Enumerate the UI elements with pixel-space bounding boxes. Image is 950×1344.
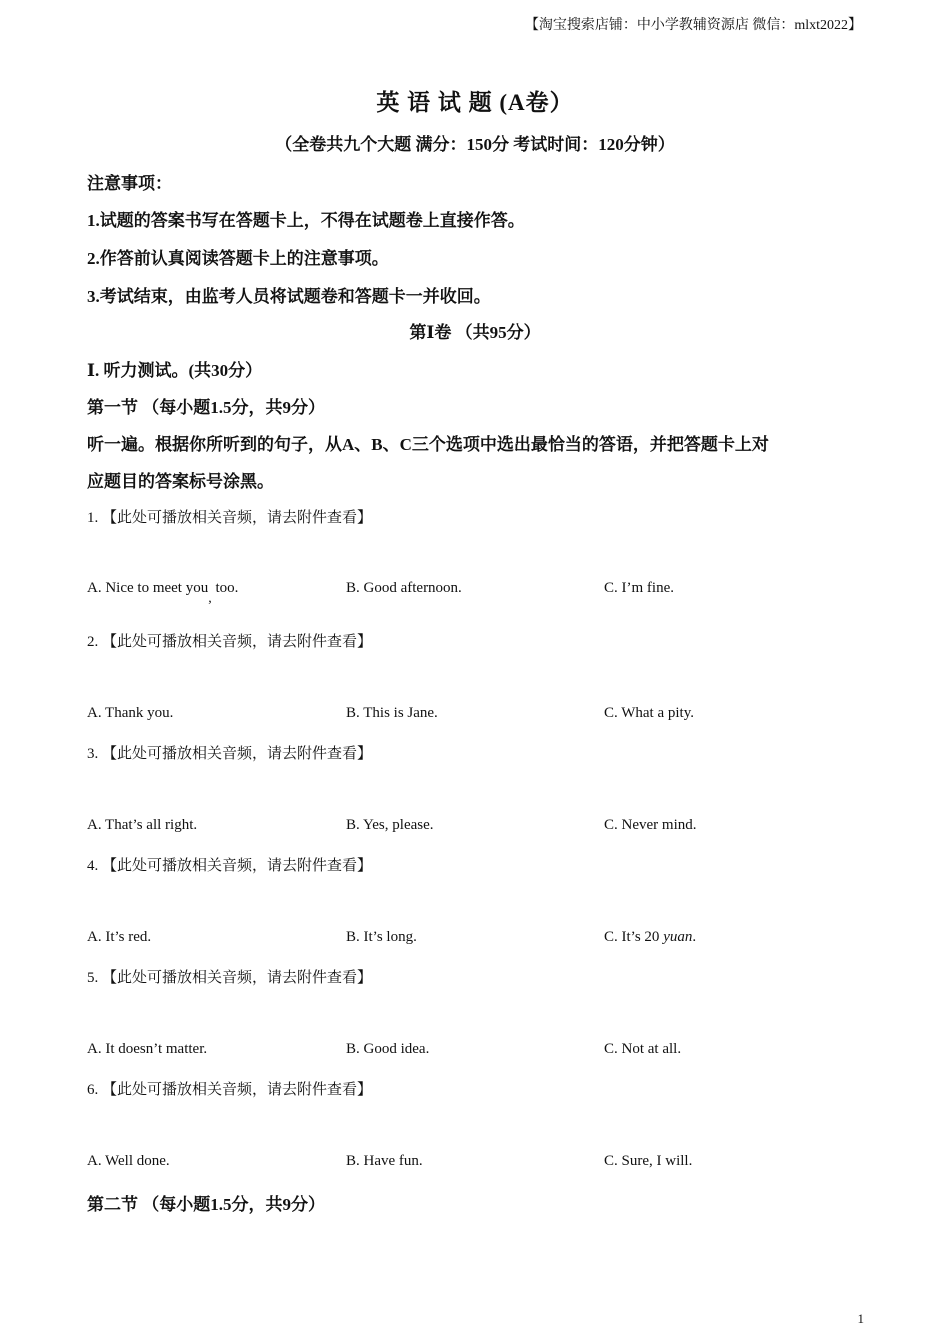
option-text-end: . bbox=[692, 929, 697, 945]
option-text-italic: yuan bbox=[663, 929, 693, 945]
option-text-tail: too. bbox=[211, 580, 239, 596]
question-3-option-c: C. Never mind. bbox=[604, 817, 697, 833]
audio-note[interactable]: 【此处可播放相关音频，请去附件查看】 bbox=[102, 970, 373, 986]
question-6-option-c: C. Sure, I will. bbox=[604, 1153, 693, 1169]
option-text: C. It’s 20 bbox=[604, 929, 664, 945]
question-3-option-a: A. That’s all right. bbox=[87, 817, 198, 833]
question-3-option-b: B. Yes, please. bbox=[346, 817, 434, 833]
note-item: 2.作答前认真阅读答题卡上的注意事项。 bbox=[87, 249, 389, 268]
audio-note[interactable]: 【此处可播放相关音频，请去附件查看】 bbox=[102, 746, 373, 762]
notes-heading: 注意事项： bbox=[87, 174, 172, 193]
subsection-title: 第二节 （每小题1.5分，共9分） bbox=[87, 1195, 325, 1214]
question-number: 3. bbox=[87, 746, 99, 762]
audio-note[interactable]: 【此处可播放相关音频，请去附件查看】 bbox=[102, 858, 373, 874]
section-title: Ⅰ. 听力测试。(共30分） bbox=[87, 361, 263, 380]
note-item: 3.考试结束，由监考人员将试题卷和答题卡一并收回。 bbox=[87, 287, 491, 306]
question-2-option-c: C. What a pity. bbox=[604, 705, 694, 721]
question-5-option-a: A. It doesn’t matter. bbox=[87, 1041, 208, 1057]
instructions-line: 听一遍。根据你所听到的句子，从A、B、C三个选项中选出最恰当的答语，并把答题卡上对 bbox=[87, 435, 769, 454]
question-6-option-b: B. Have fun. bbox=[346, 1153, 423, 1169]
subsection-title: 第一节 （每小题1.5分，共9分） bbox=[87, 398, 325, 417]
part-title: 第Ⅰ卷 （共95分） bbox=[409, 323, 541, 342]
question-5-option-c: C. Not at all. bbox=[604, 1041, 682, 1057]
question-number: 1. bbox=[87, 510, 99, 526]
exam-title: 英 语 试 题 (A卷） bbox=[376, 90, 574, 115]
question-1-header bbox=[87, 506, 372, 527]
question-6-header bbox=[87, 1078, 372, 1099]
question-1-option-b: B. Good afternoon. bbox=[346, 580, 462, 596]
question-4-option-a: A. It’s red. bbox=[87, 929, 152, 945]
question-number: 5. bbox=[87, 970, 99, 986]
question-number: 6. bbox=[87, 1082, 99, 1098]
header-note: 【淘宝搜索店铺：中小学教辅资源店 微信：mlxt2022】 bbox=[524, 18, 862, 33]
page-number: 1 bbox=[857, 1311, 864, 1326]
instructions-line: 应题目的答案标号涂黑。 bbox=[87, 472, 274, 491]
question-1-option-c: C. I’m fine. bbox=[604, 580, 674, 596]
question-6-option-a: A. Well done. bbox=[87, 1153, 170, 1169]
option-text: A. Nice to meet you bbox=[87, 580, 209, 596]
question-4-option-c bbox=[604, 929, 696, 946]
question-number: 4. bbox=[87, 858, 99, 874]
exam-subtitle: （全卷共九个大题 满分：150分 考试时间：120分钟） bbox=[275, 135, 675, 154]
question-1-option-a bbox=[87, 580, 239, 606]
question-5-option-b: B. Good idea. bbox=[346, 1041, 430, 1057]
question-4-header bbox=[87, 854, 372, 875]
question-4-option-b: B. It’s long. bbox=[346, 929, 417, 945]
question-2-option-b: B. This is Jane. bbox=[346, 705, 438, 721]
question-2-option-a: A. Thank you. bbox=[87, 705, 174, 721]
audio-note[interactable]: 【此处可播放相关音频，请去附件查看】 bbox=[102, 510, 373, 526]
question-2-header bbox=[87, 630, 372, 651]
question-number: 2. bbox=[87, 634, 99, 650]
note-item: 1.试题的答案书写在答题卡上，不得在试题卷上直接作答。 bbox=[87, 211, 525, 230]
question-5-header bbox=[87, 966, 372, 987]
audio-note[interactable]: 【此处可播放相关音频，请去附件查看】 bbox=[102, 634, 373, 650]
audio-note[interactable]: 【此处可播放相关音频，请去附件查看】 bbox=[102, 1082, 373, 1098]
question-3-header bbox=[87, 742, 372, 763]
option-comma: , bbox=[208, 591, 212, 606]
